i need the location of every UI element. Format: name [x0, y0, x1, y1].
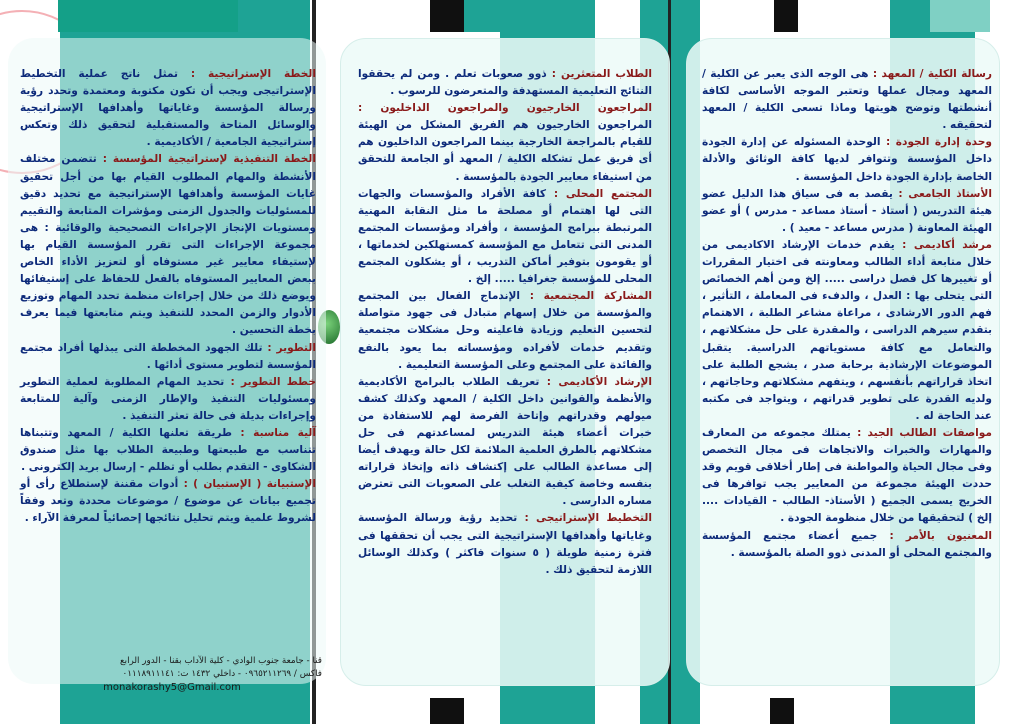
- term-text: كافة الأفراد والمؤسسات والجهات التى لها اهتمام أو مصلحة ما مثل النقابة المهنية المرتبطة ببرامج المؤسسة ، وأفراد ومؤسسات المجتمع المدنى التى تتعامل مع المؤسسة كمستهلكين لخدماتها ، أو يقومون بتوفير أماكن التدريب ، أو يشكلون المجتمع المحلى للمؤسسة جغرافيا ..... إلخ .: [358, 187, 652, 286]
- right-column: [702, 66, 992, 562]
- term-text: يقصد به فى سياق هذا الدليل عضو هيئة التدريس ( أستاذ - أستاذ مساعد - مدرس ) أو عضو الهيئة المعاونة ( مدرس مساعد - معيد ) .: [702, 187, 992, 234]
- paragraph: [358, 186, 652, 289]
- term-heading: المشاركة المجتمعية :: [529, 290, 652, 303]
- bottom-block: [770, 698, 794, 724]
- paragraph: [358, 100, 652, 185]
- bottom-block: [430, 698, 464, 724]
- paragraph: [358, 66, 652, 100]
- term-text: ذوو صعوبات تعلم . ومن لم يحققوا النتائج التعليمية المستهدفة والمتعرضون للرسوب .: [358, 68, 652, 98]
- term-text: تتضمن مختلف الأنشطة والمهام المطلوب القيام بها من أجل تحقيق غايات المؤسسة وأهدافها الإستراتيجية مع تحديد دقيق للمسئوليات والجدول الزمنى ومؤشرات المتابعة والتقييم ومستويات الإنجاز الإجراءات التصحيحية والوقائية : هى مجموعة الإجراءات التى تقرر المؤسسة القيام بها لإستيفاء معايير غير مستوفاه أو لتعزيز الأداء الخاص ببعض المعايير المستوفاه بالفعل للحفاظ على إستيفائها ويوضع ذلك من خلال إجراءات منظمة تحدد المهام وتوزيع الأدوار والزمن المحدد للتنفيذ ويتم متابعتها فيما يعرف بخطة التحسين .: [20, 153, 316, 337]
- paragraph: [20, 340, 316, 374]
- term-heading: الأستاذ الجامعى :: [898, 187, 992, 200]
- term-heading: المجتمع المحلى :: [553, 187, 652, 200]
- term-text: تحديد المهام المطلوبة لعملية التطوير ومسئوليات التنفيذ والإطار الزمنى وآلية للمتابعة وإجراءات بديلة فى حالة تعثر التنفيذ .: [20, 375, 316, 422]
- term-heading: التخطيط الإستراتيجى :: [524, 512, 652, 525]
- term-heading: الإرشاد الأكاديمى :: [546, 375, 652, 388]
- term-heading: وحدة إدارة الجودة :: [886, 136, 992, 149]
- top-block: [430, 0, 464, 32]
- bottom-block: [890, 698, 970, 724]
- left-column: [20, 66, 316, 528]
- paragraph: [702, 528, 992, 562]
- term-text: تمثل ناتج عملية التخطيط الإستراتيجى ويجب أن تكون مكتوبة ومعتمدة وتحدد رؤية ورسالة المؤسسة وغاياتها وأهدافها الإستراتيجية والوسائل المتاحة والمستقبلية لتحقيق ذلك وتعكس إستراتيجية الجامعية / الأكاديمية .: [20, 68, 316, 149]
- paragraph: [358, 374, 652, 511]
- term-text: يقدم خدمات الإرشاد الاكاديمى من خلال متابعة أداء الطالب ومعاونته فى اختيار المقررات أو تغييرها كل فصل دراسى ..... إلخ ومن أهم الخصائص التى يتحلى بها : العدل ، والدفء فى المعاملة ، التأثير ، فهم الدور الارشادى ، مراعاة مشاعر الطلبة ، الاهتمام بتقدم سيرهم الدراسى ، والمقدرة على حل مشكلاتهم ، والتعامل مع كافة مستوياتهم الدراسية. يتقبل الموضوعات الإرشادية برحابة صدر ، يشجع الطلبة على اتخاذ قراراتهم بأنفسهم ، ويتفهم مشكلاتهم وحاجاتهم ، ولديه القدرة على تطوير قدراتهم ، ويتواجد فى مكتبه عند الحاجة له .: [702, 238, 992, 422]
- top-block: [58, 0, 238, 32]
- term-heading: الخطة الإستراتيجية :: [190, 68, 316, 80]
- paragraph: [702, 186, 992, 237]
- term-heading: المعنيون بالأمر :: [889, 529, 992, 542]
- term-heading: التطوير :: [267, 341, 316, 354]
- top-block: [464, 0, 564, 32]
- paragraph: [20, 66, 316, 151]
- paragraph: [358, 288, 652, 373]
- term-text: المراجعون الخارجيون هم الفريق المشكل من الهيئة للقيام بالمراجعة الخارجية بينما المراجعون الداخليون هم أى فريق عمل تشكله الكلية / المعهد أو الجامعة للتحقق من استيفاء معايير الجودة بالمؤسسة .: [358, 119, 652, 183]
- term-heading: رسالة الكلية / المعهد :: [872, 68, 992, 80]
- middle-column: [358, 66, 652, 579]
- paragraph: [702, 237, 992, 425]
- term-heading: آلية مناسبة :: [240, 426, 317, 439]
- top-block: [930, 0, 990, 32]
- paragraph: [358, 510, 652, 578]
- phone-line: فاكس / ٠٩٦٥٢١١٢٦٩ - داخلي ١٤٣٢ ت: ٠١١١٨٩١١١٤١: [122, 669, 322, 679]
- paragraph: [702, 425, 992, 528]
- term-text: هى الوجه الذى يعبر عن الكلية / المعهد ومجال عملها وتعتبر الموجه الأساسى لكافة أنشطتها وتوضح هويتها وماذا تسعى الكلية / المعهد لتحقيقه .: [702, 68, 992, 132]
- paragraph: [20, 476, 316, 527]
- term-heading: الطلاب المتعثرين :: [551, 68, 652, 80]
- email-link[interactable]: monakorashy5@Gmail.com: [103, 682, 241, 693]
- bottom-block: [500, 698, 580, 724]
- paragraph: [702, 134, 992, 185]
- term-text: تلك الجهود المخططة التى يبذلها أفراد مجتمع المؤسسة لتطوير مستوى أدائها .: [20, 341, 316, 371]
- term-heading: الخطة التنفيذية لإستراتيجية المؤسسة :: [102, 153, 316, 166]
- bottom-block: [190, 698, 246, 724]
- term-text: تعريف الطلاب بالبرامج الأكاديمية والأنظمة والقوانين داخل الكلية / المعهد وكذلك كشف ميولهم وقدراتهم وإتاحة الفرصة لهم للاستفادة من خبرات أعضاء هيئة التدريس لمساعدتهم فى حل مشكلاتهم بالطرق العلمية الملائمة لكل حالة ويهدف أيضا إلى مساعدة الطالب على إكتشاف ذاته وإتخاذ قراراته بنفسه وخاصة كيفية التغلب على الصعوبات التى تعترض مساره الدارسى .: [358, 375, 652, 508]
- paragraph: [20, 425, 316, 476]
- term-text: أدوات مقننة لإستطلاع رأى أو تجميع بيانات عن موضوع / موضوعات محددة وتعد وفقاً لشروط علمية ويتم تحليل نتائجها إحصائياً لمعرفة الآراء .: [20, 478, 316, 525]
- term-text: طريقة تعلنها الكلية / المعهد وتتبناها تتناسب مع طبيعتها وطبيعة الطلاب بها مثل صندوق الشكاوى - التقدم بطلب أو تظلم - إرسال بريد إلكترونى .: [20, 426, 316, 474]
- paragraph: [702, 66, 992, 134]
- term-text: جميع أعضاء مجتمع المؤسسة والمجتمع المحلى أو المدنى ذوو الصلة بالمؤسسة .: [702, 529, 992, 559]
- term-heading: المراجعون الخارجيون والمراجعون الداخليون :: [358, 102, 652, 115]
- address-line: قنا - جامعة جنوب الوادي - كلية الآداب بقنا - الدور الرابع: [119, 656, 322, 666]
- top-block: [774, 0, 798, 32]
- term-heading: الإستبيانة ( الإستبيان ) :: [183, 478, 316, 491]
- term-text: تحديد رؤية ورسالة المؤسسة وغاياتها وأهدافها الإستراتيجية التى يجب أن تحققها فى فترة زمنية طويلة ( ٥ سنوات فاكثر ) وكذلك الوسائل اللازمة لتحقيق ذلك .: [358, 512, 652, 576]
- paragraph: [20, 374, 316, 425]
- term-text: الإندماج الفعال بين المجتمع والمؤسسة من خلال إسهام متبادل فى جهود متواصلة لتحسين التعليم وزيادة فاعليته وحل مشكلات مجتمعية وتقديم خدمات لأفراده ومؤسساته بما يعود بالنفع والفائدة على المجتمع وعلى المؤسسة التعليمية .: [358, 290, 652, 371]
- contact-footer: [22, 655, 322, 694]
- term-heading: مرشد أكاديمى :: [902, 238, 992, 251]
- term-heading: مواصفات الطالب الجيد :: [857, 426, 992, 439]
- paragraph: [20, 151, 316, 339]
- term-text: الوحدة المسئوله عن إدارة الجودة داخل المؤسسة وتتوافر لديها كافة الوثائق والأدلة الخاصة بإدارة الجودة داخل المؤسسة .: [702, 136, 992, 183]
- term-heading: خطط التطوير :: [230, 375, 317, 388]
- term-text: يمتلك مجموعه من المعارف والمهارات والخبرات والاتجاهات فى مجال التخصص وفى مجال الحياة والمواطنة فى إطار أخلاقى قويم وقد حددت الهيئة مجموعة من المعايير يجب توافرها فى الخريج يسمى الجميع ( الأستاذ- الطالب - القيادات .... إلخ ) لتحقيقها من خلال منظومة الجودة .: [702, 426, 992, 525]
